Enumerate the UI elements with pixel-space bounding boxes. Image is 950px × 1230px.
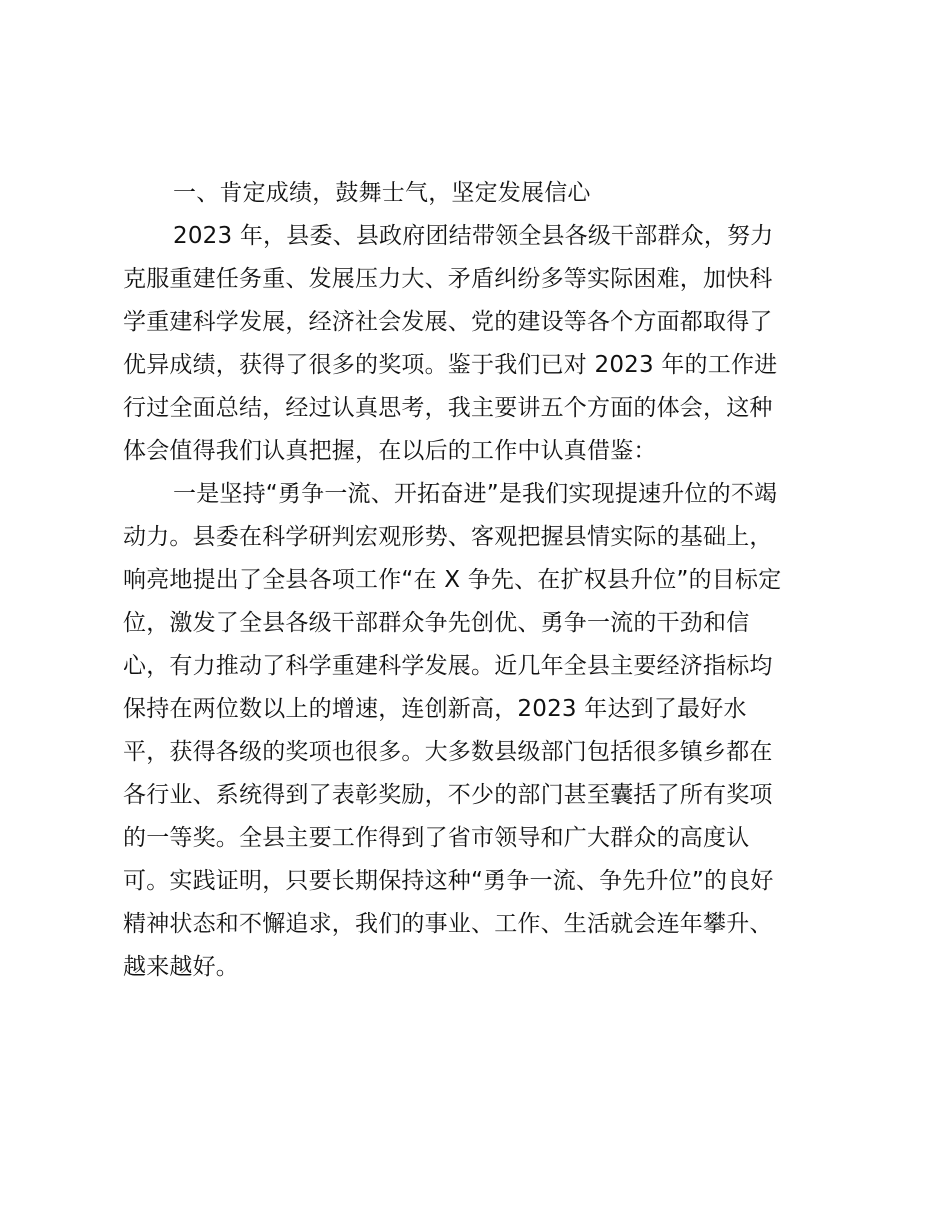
paragraph-line: 的一等奖。全县主要工作得到了省市领导和广大群众的高度认 bbox=[123, 825, 750, 851]
paragraph-line: 2023 年，县委、县政府团结带领全县各级干部群众，努力 bbox=[173, 223, 774, 249]
paragraph-line: 克服重建任务重、发展压力大、矛盾纠纷多等实际困难，加快科 bbox=[123, 266, 773, 292]
paragraph-line: 可。实践证明，只要长期保持这种“勇争一流、争先升位”的良好 bbox=[123, 868, 774, 894]
paragraph-line: 学重建科学发展，经济社会发展、党的建设等各个方面都取得了 bbox=[123, 309, 773, 335]
paragraph-line: 保持在两位数以上的增速，连创新高，2023 年达到了最好水 bbox=[123, 696, 747, 722]
paragraph-line: 行过全面总结，经过认真思考，我主要讲五个方面的体会，这种 bbox=[123, 395, 773, 421]
paragraph-line: 体会值得我们认真把握，在以后的工作中认真借鉴： bbox=[123, 438, 657, 464]
paragraph-line: 平，获得各级的奖项也很多。大多数县级部门包括很多镇乡都在 bbox=[123, 739, 773, 765]
paragraph-line: 心，有力推动了科学重建科学发展。近几年全县主要经济指标均 bbox=[123, 653, 773, 679]
paragraph-line: 响亮地提出了全县各项工作“在 X 争先、在扩权县升位”的目标定 bbox=[123, 567, 782, 593]
section-heading: 一、肯定成绩，鼓舞士气，坚定发展信心 bbox=[173, 180, 591, 206]
paragraph-line: 一是坚持“勇争一流、开拓奋进”是我们实现提速升位的不竭 bbox=[173, 481, 778, 507]
paragraph-line: 精神状态和不懈追求，我们的事业、工作、生活就会连年攀升、 bbox=[123, 911, 773, 937]
paragraph-line: 动力。县委在科学研判宏观形势、客观把握县情实际的基础上， bbox=[123, 524, 773, 550]
paragraph-line: 越来越好。 bbox=[123, 954, 239, 980]
paragraph-line: 优异成绩，获得了很多的奖项。鉴于我们已对 2023 年的工作进 bbox=[123, 352, 778, 378]
paragraph-line: 各行业、系统得到了表彰奖励，不少的部门甚至囊括了所有奖项 bbox=[123, 782, 773, 808]
paragraph-line: 位，激发了全县各级干部群众争先创优、勇争一流的干劲和信 bbox=[123, 610, 750, 636]
